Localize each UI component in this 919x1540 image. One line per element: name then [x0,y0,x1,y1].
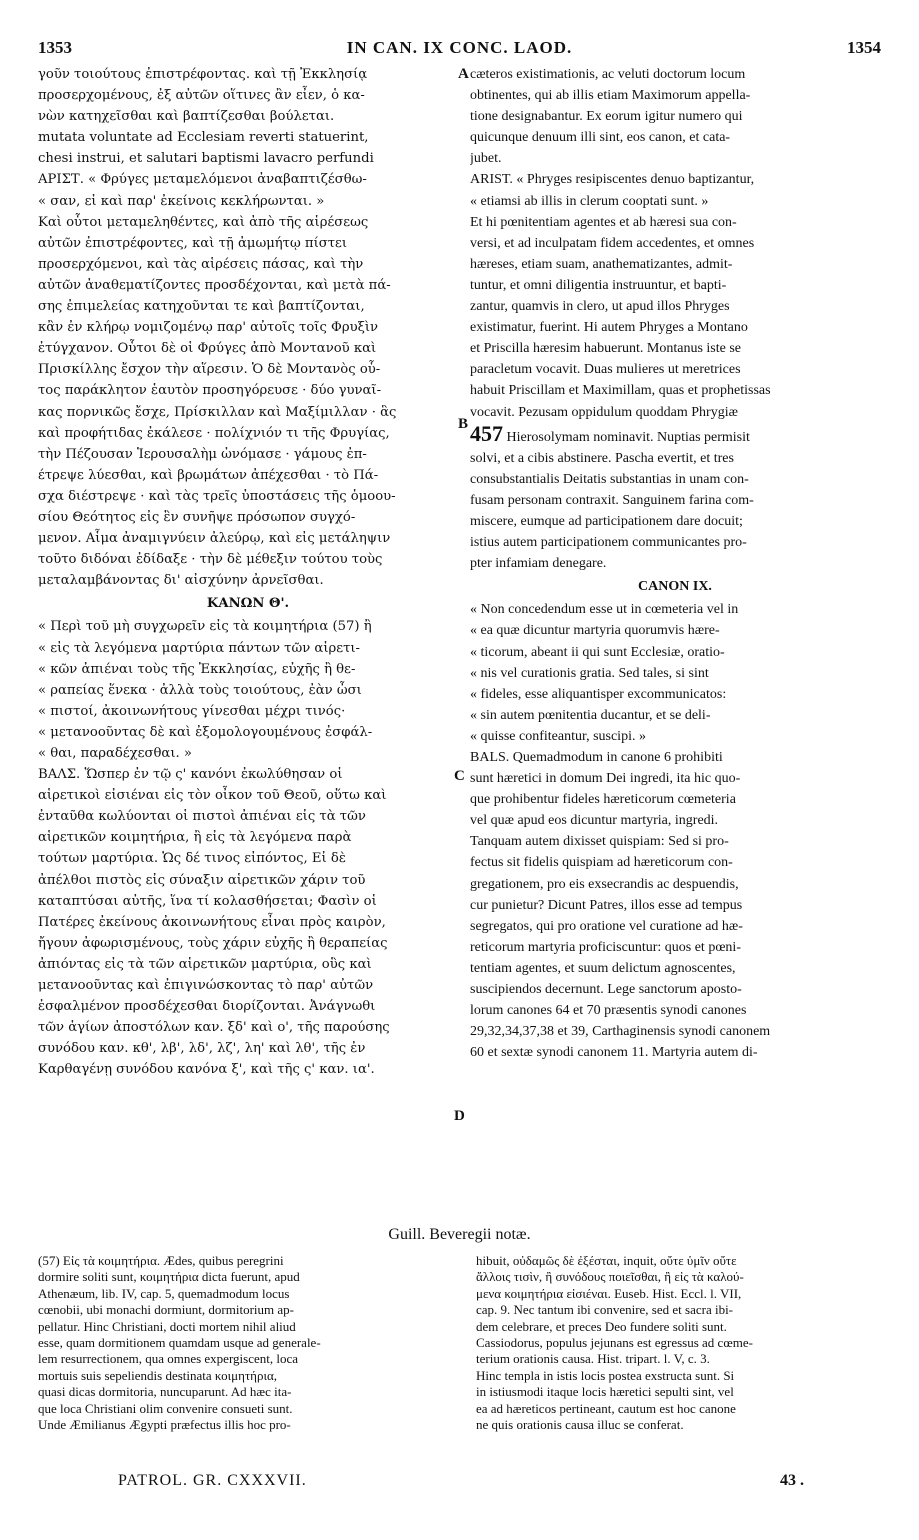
greek-canon-line: ἀπιόντας εἰς τὰ τῶν αἱρετικῶν μαρτύρια, οὓς καὶ [38,956,372,972]
note-line: Hinc templa in istis locis postea exstructa sunt. Si [476,1367,735,1383]
latin-canon-line: reticorum martyria proficiscuntur: quos et pœni- [470,939,741,955]
greek-canon-line: τούτων μαρτύρια. Ὡς δέ τινος εἰπόντος, Εἰ δὲ [38,851,346,867]
notes-left-column [38,1253,458,1433]
latin-line: solvi, et a cibis abstinere. Pascha evertit, et tres [470,450,734,466]
latin-line: consubstantialis Deitatis substantias in unam con- [470,471,749,487]
greek-canon-line: τῶν ἁγίων ἀποστόλων καν. ξδ' καὶ ο', τῆς παρούσης [38,1020,390,1036]
latin-canon-line: « ticorum, abeant ii qui sunt Ecclesiæ, oratio- [470,644,725,660]
latin-canon-line: lorum canones 64 et 70 præsentis synodi canones [470,1003,747,1019]
greek-canon-text [38,616,458,1080]
greek-canon-line: « Περὶ τοῦ μὴ συγχωρεῖν εἰς τὰ κοιμητήρια (57) ἢ [38,619,372,635]
latin-canon-line: « Non concedendum esse ut in cœmeteria vel in [470,602,739,618]
latin-canon-line: sunt hæretici in domum Dei ingredi, ita hic quo- [470,771,741,787]
greek-text-block [38,64,458,591]
note-line: in istiusmodi itaque locis hæretici sepulti sint, vel [476,1384,734,1400]
greek-canon-line: ἐνταῦθα κωλύονται οἱ πιστοὶ ἀπιέναι εἰς τὰ τῶν [38,809,366,825]
latin-canon-line: gregationem, pro eis exsecrandis ac despuendis, [470,876,739,892]
greek-canon-line: αἱρετικοὶ εἰσιέναι εἰς τὸν οἶκον τοῦ Θεοῦ, οὕτω καὶ [38,788,387,804]
greek-line: σίου Θεότητος εἰς ἓν συνῆψε πρόσωπον συγχό- [38,509,356,525]
latin-canon-line: 60 et sextæ synodi canonem 11. Martyria autem di- [470,1045,758,1061]
latin-line: hæreses, etiam suam, anathematizantes, admit- [470,256,733,272]
page-header [38,38,881,60]
greek-line: τὴν Πέζουσαν Ἱερουσαλὴμ ὠνόμασε · γάμους ἐπ- [38,446,367,462]
note-line: hibuit, οὐδαμῶς δὲ ἐξέσται, inquit, οὔτε ὑμῖν οὔτε [476,1253,737,1268]
latin-canon-line: « quisse confiteantur, suscipi. » [470,728,646,744]
latin-line: « etiamsi ab illis in clerum cooptati sunt. » [470,193,709,209]
greek-line: προσερχόμενοι, καὶ τὰς αἱρέσεις πάσας, καὶ τὴν [38,256,364,272]
latin-line: vocavit. Pezusam oppidulum quoddam Phrygiæ [470,404,738,420]
greek-line: μεταλαμβάνοντας δι' αἰσχύνην ἀρνεῖσθαι. [38,573,324,589]
latin-canon-text [470,599,880,1063]
greek-line: τοῦτο διδόναι ἐδίδαξε · τὴν δὲ μέθεξιν τούτου τοὺς [38,552,383,568]
note-line: ἄλλοις τισὶν, ἢ συνόδους ποιεῖσθαι, ἢ εἰς τὰ καλού- [476,1269,744,1285]
greek-canon-line: ἐσφαλμένον προσδέχεσθαι διορίζονται. Ἀνάγνωθι [38,999,376,1015]
greek-canon-line: καταπτύσαι αὐτῆς, ἵνα τί κολασθήσεται; Φασὶν οἱ [38,893,377,909]
latin-canon-line: « fideles, esse aliquantisper excommunicatos: [470,686,727,702]
running-title: IN CAN. IX CONC. LAOD. [346,38,573,57]
latin-line: quicunque denuum illi sint, eos canon, et cata- [470,130,731,146]
greek-canon-line: αἱρετικῶν κοιμητήρια, ἢ εἰς τὰ λεγόμενα παρὰ [38,830,352,846]
latin-canon-line: cur punietur? Dicunt Patres, illos esse ad tempus [470,897,743,913]
latin-canon-line: « sin autem pœnitentia ducantur, et se deli- [470,707,711,723]
footer-patrology: PATROL. GR. CXXXVII. [118,1472,307,1489]
greek-line: αὐτῶν ἀναθεματίζοντες προσδέχονται, καὶ μετὰ πά- [38,277,391,293]
note-line: μενα κοιμητήρια εἰσιέναι. Euseb. Hist. Eccl. l. VII, [476,1285,742,1301]
greek-canon-line: συνόδου καν. κθ', λβ', λδ', λζ', λη' καὶ λθ', τῆς ἐν [38,1041,366,1057]
note-line: que loca Christiani olim convenire consueti sunt. [38,1400,293,1416]
note-line: esse, quam dormitionem quamdam usque ad generale- [38,1335,321,1351]
latin-line: tione designabantur. Ex eorum igitur numero qui [470,109,743,125]
note-line: terium orationis causa. Hist. tripart. l. V, c. 3. [476,1351,710,1367]
latin-canon-line: tentiam agentes, et suum delictum agnoscentes, [470,960,736,976]
latin-line: paracletum vocavit. Duas mulieres ut meretrices [470,362,741,378]
footer-sheet-number: 43 . [780,1472,804,1489]
note-line: lem resurrectionem, qua omnes expergiscent, loca [38,1351,299,1367]
latin-canon-line: Tanquam autem dixisset quispiam: Sed si pro- [470,834,729,850]
latin-canon-line: que prohibentur fideles hæreticorum cœmeteria [470,792,736,808]
note-line: ea ad hæreticos pertineant, cautum est hoc canone [476,1400,736,1416]
greek-line: προσερχομένους, ἐξ αὐτῶν οἵτινες ἂν εἶεν, ὁ κα- [38,88,365,104]
latin-line: fusam personam contraxit. Sanguinem farina com- [470,492,754,508]
latin-canon-title: CANON IX. [638,579,712,595]
latin-line: zantur, quamvis in clero, ut apud illos Phryges [470,299,730,315]
greek-line: έτρεψε λύεσθαι, καὶ βρωμάτων ἀπέχεσθαι · τὸ Πά- [38,467,379,483]
note-line: dem celebrare, et preces Deo fundere soliti sunt. [476,1318,727,1334]
greek-line: γοῦν τοιούτους ἐπιστρέφοντας. καὶ τῇ Ἐκκλησίᾳ [38,67,368,82]
left-page-number: 1353 [38,38,72,57]
note-line: Cassiodorus, populus jejunans est egressus ad cœme- [476,1335,753,1351]
note-line: cap. 9. Nec tantum ibi convenire, sed et sacra ibi- [476,1302,734,1318]
note-line: Athenæum, lib. IV, cap. 5, quemadmodum locus [38,1285,290,1301]
greek-line: αὐτῶν ἐπιστρέφοντες, καὶ τῇ ἀμωμήτῳ πίστει [38,235,348,251]
note-line: Unde Æmilianus Ægypti præfectus illis hoc pro- [38,1417,291,1433]
greek-line: καὶ προφήτιδας ἐκάλεσε · πολίχνιόν τι τῆς Φρυγίας, [38,425,390,441]
margin-letter-c: C [454,768,465,784]
greek-canon-line: Καρθαγένῃ συνόδου κανόνα ξ', καὶ τῆς ς' καν. ια'. [38,1062,375,1078]
margin-letter-b: B [458,416,469,432]
note-line: cœnobii, ubi monachi dormiunt, dormitorium ap- [38,1302,294,1318]
greek-line: κἂν ἐν κλήρῳ νομιζομένῳ παρ' αὐτοῖς τοῖς Φρυξὶν [38,320,379,336]
latin-text-block [470,64,880,574]
latin-canon-line: BALS. Quemadmodum in canone 6 prohibiti [470,750,723,765]
greek-line: σης ἐπιμελείας κατηχοῦνται τε καὶ βαπτίζονται, [38,299,365,315]
latin-line: tuntur, et omni diligentia instruuntur, et bapti- [470,277,727,293]
latin-line: miscere, eumque ad participationem dare docuit; [470,513,743,529]
latin-line: Et hi pœnitentiam agentes et ab hæresi sua con- [470,214,737,230]
greek-canon-title: ΚΑΝΩΝ Θ'. [206,596,290,612]
latin-line: et Priscilla hæresim habuerunt. Montanus iste se [470,341,742,357]
greek-line: Πρισκίλλης ἔσχον τὴν αἵρεσιν. Ὁ δὲ Μοντανὸς οὗ- [38,362,381,378]
latin-canon-line: segregatos, qui pro oratione vel curatione ad hæ- [470,918,743,934]
greek-line: Καὶ οὗτοι μεταμεληθέντες, καὶ ἀπὸ τῆς αἱρέσεως [38,214,369,230]
greek-canon-line: Πατέρες ἐκείνους ἀκοινωνήτους εἶναι πρὸς καιρὸν, [38,914,386,930]
notes-right-column [476,1253,880,1433]
greek-canon-line: « εἰς τὰ λεγόμενα μαρτύρια πάντων τῶν αἱρετι- [38,640,361,656]
greek-canon-line: ἤγουν ἀφωρισμένους, τοὺς χάριν εὐχῆς ἢ θεραπείας [38,935,388,951]
greek-canon-line: ἀπέλθοι πιστὸς εἰς σύναξιν αἱρετικῶν χάριν τοῦ [38,872,366,888]
greek-canon-line: « μετανοοῦντας δὲ καὶ ἐξομολογουμένους ἐσφάλ- [38,724,373,740]
greek-canon-line: « θαι, παραδέχεσθαι. » [38,746,192,761]
latin-column [470,64,880,1063]
greek-canon-line: ΒΑΛΣ. Ὥσπερ ἐν τῷ ς' κανόνι ἐκωλύθησαν οἱ [38,767,343,783]
notes-title: Guill. Beveregii notæ. [388,1226,531,1243]
latin-canon-line: vel quæ apud eos dicuntur martyria, ingredi. [470,813,719,829]
latin-canon-line: « nis vel curationis gratia. Sed tales, si sint [470,665,709,681]
greek-line: κας πορνικῶς ἔσχε, Πρίσκιλλαν καὶ Μαξίμιλλαν · ἃς [38,404,397,420]
latin-canon-line: suscipiendos decernunt. Lege sanctorum aposto- [470,982,742,998]
latin-line: obtinentes, qui ab illis etiam Maximorum appella- [470,88,751,104]
column-number-marker: 457 [470,422,503,446]
greek-line: μενον. Αἷμα ἀναμιγνύειν ἀλεύρῳ, καὶ εἰς μετάληψιν [38,531,391,547]
latin-line: versi, et ad inculpatam fidem accedentes, et omnes [470,235,755,251]
greek-line: ἐτύγχανον. Οὗτοι δὲ οἱ Φρύγες ἀπὸ Μοντανοῦ καὶ [38,341,377,357]
latin-canon-line: 29,32,34,37,38 et 39, Carthaginensis synodi canonem [470,1024,771,1040]
latin-line: istius autem participationem communicantes pro- [470,535,747,551]
greek-line: mutata voluntate ad Ecclesiam reverti statuerint, [38,130,369,146]
margin-letter-a: A [458,66,469,82]
latin-line: habuit Priscillam et Maximillam, quas et prophetissas [470,383,771,399]
greek-line: chesi instrui, et salutari baptismi lavacro perfundi [38,151,374,167]
latin-canon-line: fectus sit fidelis quispiam ad hæreticorum con- [470,855,733,871]
note-line: (57) Εἰς τὰ κοιμητήρια. Ædes, quibus peregrini [38,1253,284,1268]
latin-line: ARIST. « Phryges resipiscentes denuo baptizantur, [470,172,755,188]
latin-line [470,423,880,448]
note-line: quasi dicas dormitoria, nuncuparunt. Ad hæc ita- [38,1384,292,1400]
greek-line: « σαν, εἰ καὶ παρ' ἐκείνοις κεκλήρωνται. » [38,193,325,209]
latin-line-text: Hierosolymam nominavit. Nuptias permisit [506,429,750,445]
note-line: dormire soliti sunt, κοιμητήρια dicta fuerunt, apud [38,1269,300,1285]
latin-line: cæteros existimationis, ac veluti doctorum locum [470,67,746,82]
greek-line: σχα διέστρεψε · καὶ τὰς τρεῖς ὑποστάσεις τῆς ὁμοου- [38,488,396,504]
note-line: mortuis suis sepeliendis destinata κοιμητήρια, [38,1367,278,1383]
greek-canon-line: μετανοοῦντας καὶ ἐπιγινώσκοντας τὸ παρ' αὐτῶν [38,978,374,994]
greek-canon-line: « κῶν ἀπιέναι τοὺς τῆς Ἐκκλησίας, εὐχῆς ἢ θε- [38,661,356,677]
latin-line: jubet. [470,151,502,167]
greek-line: ΑΡΙΣΤ. « Φρύγες μεταμελόμενοι ἀναβαπτιζέσθω- [38,172,367,188]
greek-line: τος παράκλητον ἑαυτὸν προσηγόρευσε · δύο γυναῖ- [38,383,382,399]
margin-letter-d: D [454,1108,465,1124]
greek-canon-line: « πιστοί, ἀκοινωνήτους γίνεσθαι μέχρι τινός· [38,703,346,719]
greek-canon-line: « ραπείας ἕνεκα · ἀλλὰ τοὺς τοιούτους, ἐὰν ὦσι [38,682,362,698]
note-line: pellatur. Hinc Christiani, docti mortem nihil aliud [38,1318,296,1334]
latin-line: existimatur, fuerint. Hi autem Phryges a Montano [470,320,748,336]
latin-canon-line: « ea quæ dicuntur martyria quorumvis hære- [470,623,720,639]
note-line: ne quis orationis causa illuc se conferat. [476,1417,684,1433]
latin-line: pter infamiam denegare. [470,556,607,572]
greek-line: νὼν κατηχεῖσθαι καὶ βαπτίζεσθαι βούλεται. [38,109,335,125]
right-page-number: 1354 [847,38,881,57]
greek-column [38,64,458,1081]
